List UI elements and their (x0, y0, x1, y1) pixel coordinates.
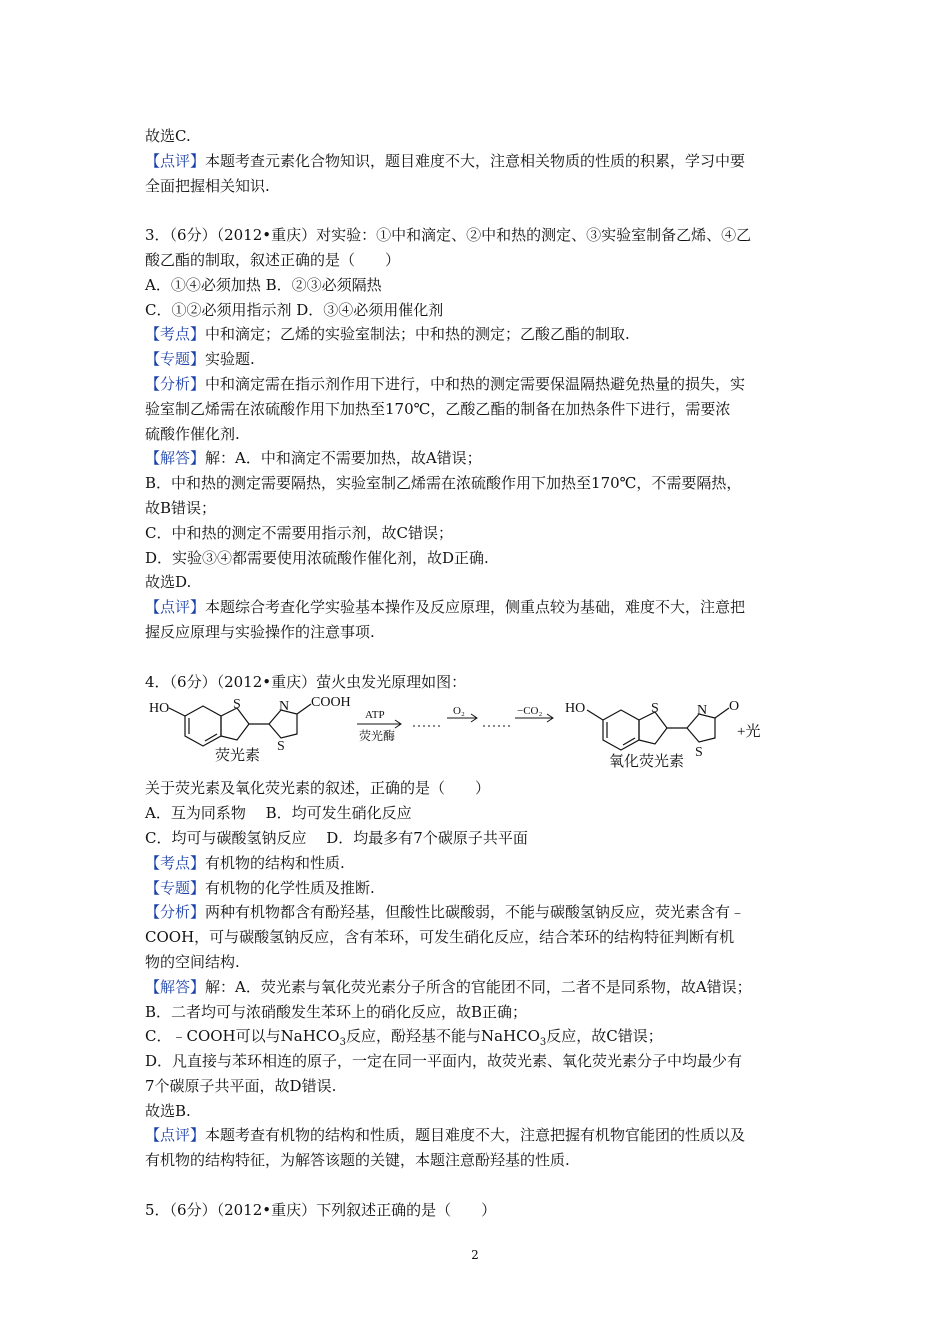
q3-dianping-line-2: 握反应原理与实验操作的注意事项. (145, 622, 375, 641)
q4-jieda-line-5: 7个碳原子共平面，故D错误. (145, 1076, 337, 1095)
oxyluciferin-o: O (729, 699, 740, 715)
thiophene-ring-left (221, 708, 249, 740)
thiazolone-ring-right (687, 714, 715, 742)
plus-light: +光 (737, 724, 761, 741)
q3-jieda-line-3: 故B错误； (145, 498, 217, 517)
q2-answer: 故选C. (145, 127, 191, 145)
q3-dianping-line-1: 【点评】本题综合考查化学实验基本操作及反应原理，侧重点较为基础，难度不大，注意把 (145, 598, 746, 617)
q3-jieda-line-5: D．实验③④都需要使用浓硫酸作催化剂，故D正确. (145, 548, 489, 567)
q3-stem-line-2: 酸乙酯的制取，叙述正确的是（ ） (145, 250, 401, 269)
q3-fenxi-line-1: 【分析】中和滴定需在指示剂作用下进行，中和热的测定需要保温隔热避免热量的损失，实 (145, 374, 746, 393)
comment-tag: 【点评】 (145, 151, 206, 170)
q3-zhuanti: 【专题】实验题. (145, 350, 255, 369)
q5-stem-line-1: 5．（6分）（2012•重庆）下列叙述正确的是（ ） (145, 1200, 497, 1219)
q4-jieda-line-3: C．﹣COOH可以与NaHCO$_3$反应，酚羟基不能与NaHCO$_3$反应，故C错误； (145, 1027, 663, 1049)
q4-jieda-line-2: B．二者均可与浓硝酸发生苯环上的硝化反应，故B正确； (145, 1002, 528, 1021)
q4-fenxi-line-2: COOH，可与碳酸氢钠反应，含有苯环，可发生硝化反应，结合苯环的结构特征判断有机 (145, 928, 735, 947)
q2-comment-line-1: 【点评】本题考查元素化合物知识，题目难度不大，注意相关物质的性质的积累，学习中要 (145, 151, 746, 170)
luciferin-cooh: COOH (311, 695, 351, 711)
reagent-atp: ATP (365, 709, 385, 722)
q3-stem-line-1: 3．（6分）（2012•重庆）对实验：①中和滴定、②中和热的测定、③实验室制备乙烯、④乙 (145, 226, 752, 245)
reagent-co2: −CO₂ (517, 705, 543, 718)
q4-zhuanti: 【专题】有机物的化学性质及推断. (145, 878, 375, 897)
q3-fenxi-line-2: 验室制乙烯需在浓硫酸作用下加热至170℃，乙酸乙酯的制备在加热条件下进行，需要浓 (145, 399, 731, 418)
q3-fenxi-line-3: 硫酸作催化剂. (145, 424, 240, 443)
oxyluciferin-s-ring: S (651, 701, 659, 717)
oxyluciferin-name: 氧化荧光素 (609, 754, 685, 771)
luciferin-s-ring: S (233, 697, 241, 713)
reagent-enzyme: 荧光酶 (359, 729, 396, 744)
q4-kaodian: 【考点】有机物的结构和性质. (145, 853, 345, 872)
q3-options-ab: A．①④必须加热 B．②③必须隔热 (145, 275, 382, 294)
q3-options-cd: C．①②必须用指示剂 D．③④必须用催化剂 (145, 300, 444, 319)
benzene-ring-right (603, 710, 639, 750)
reaction-figure (145, 694, 815, 776)
luciferin-s-lower: S (277, 739, 285, 755)
q4-stem-line-1: 4．（6分）（2012•重庆）萤火虫发光原理如图： (145, 672, 467, 691)
thiophene-ring-right (639, 712, 667, 744)
q4-dianping-line-1: 【点评】本题考查有机物的结构和性质，题目难度不大，注意把握有机物官能团的性质以及 (145, 1126, 746, 1145)
luciferin-n: N (279, 699, 290, 715)
q4-answer: 故选B. (145, 1101, 191, 1120)
reagent-o2: O₂ (453, 705, 465, 718)
thiazoline-ring-left (269, 710, 297, 738)
q4-jieda-line-4: D．凡直接与苯环相连的原子，一定在同一平面内，故荧光素、氧化荧光素分子中均最少有 (145, 1052, 743, 1071)
page-content (145, 124, 815, 1223)
luciferin-ho: HO (149, 701, 170, 717)
page-number: 2 (471, 1248, 479, 1262)
q3-jieda-line-2: B．中和热的测定需要隔热，实验室制乙烯需在浓硫酸作用下加热至170℃，不需要隔热， (145, 474, 742, 493)
q4-fenxi-line-3: 物的空间结构. (145, 952, 240, 971)
luciferin-name: 荧光素 (215, 748, 261, 765)
q2-comment-line-2: 全面把握相关知识. (145, 176, 270, 195)
q4-stem-line-2: 关于荧光素及氧化荧光素的叙述，正确的是（ ） (145, 779, 491, 798)
oxyluciferin-n: N (697, 703, 708, 719)
q3-kaodian: 【考点】中和滴定；乙烯的实验室制法；中和热的测定；乙酸乙酯的制取. (145, 325, 630, 344)
oxyluciferin-ho: HO (565, 701, 586, 717)
oxyluciferin-s-lower: S (695, 745, 703, 761)
q4-dianping-line-2: 有机物的结构特征，为解答该题的关键，本题注意酚羟基的性质. (145, 1151, 570, 1170)
q3-jieda-line-4: C．中和热的测定不需要用指示剂，故C错误； (145, 523, 453, 542)
benzene-ring-left (185, 706, 221, 746)
q4-fenxi-line-1: 【分析】两种有机物都含有酚羟基，但酸性比碳酸弱，不能与碳酸氢钠反应，荧光素含有﹣ (145, 903, 746, 922)
reaction-scheme (145, 694, 815, 776)
q4-jieda-line-1: 【解答】解：A．荧光素与氧化荧光素分子所含的官能团不同，二者不是同系物，故A错误； (145, 977, 752, 996)
q4-options-cd: C．均可与碳酸氢钠反应 D．均最多有7个碳原子共平面 (145, 828, 528, 847)
q3-answer: 故选D. (145, 573, 192, 592)
q3-jieda-line-1: 【解答】解：A．中和滴定不需要加热，故A错误； (145, 449, 482, 468)
q4-options-ab: A．互为同系物 B．均可发生硝化反应 (145, 804, 412, 823)
